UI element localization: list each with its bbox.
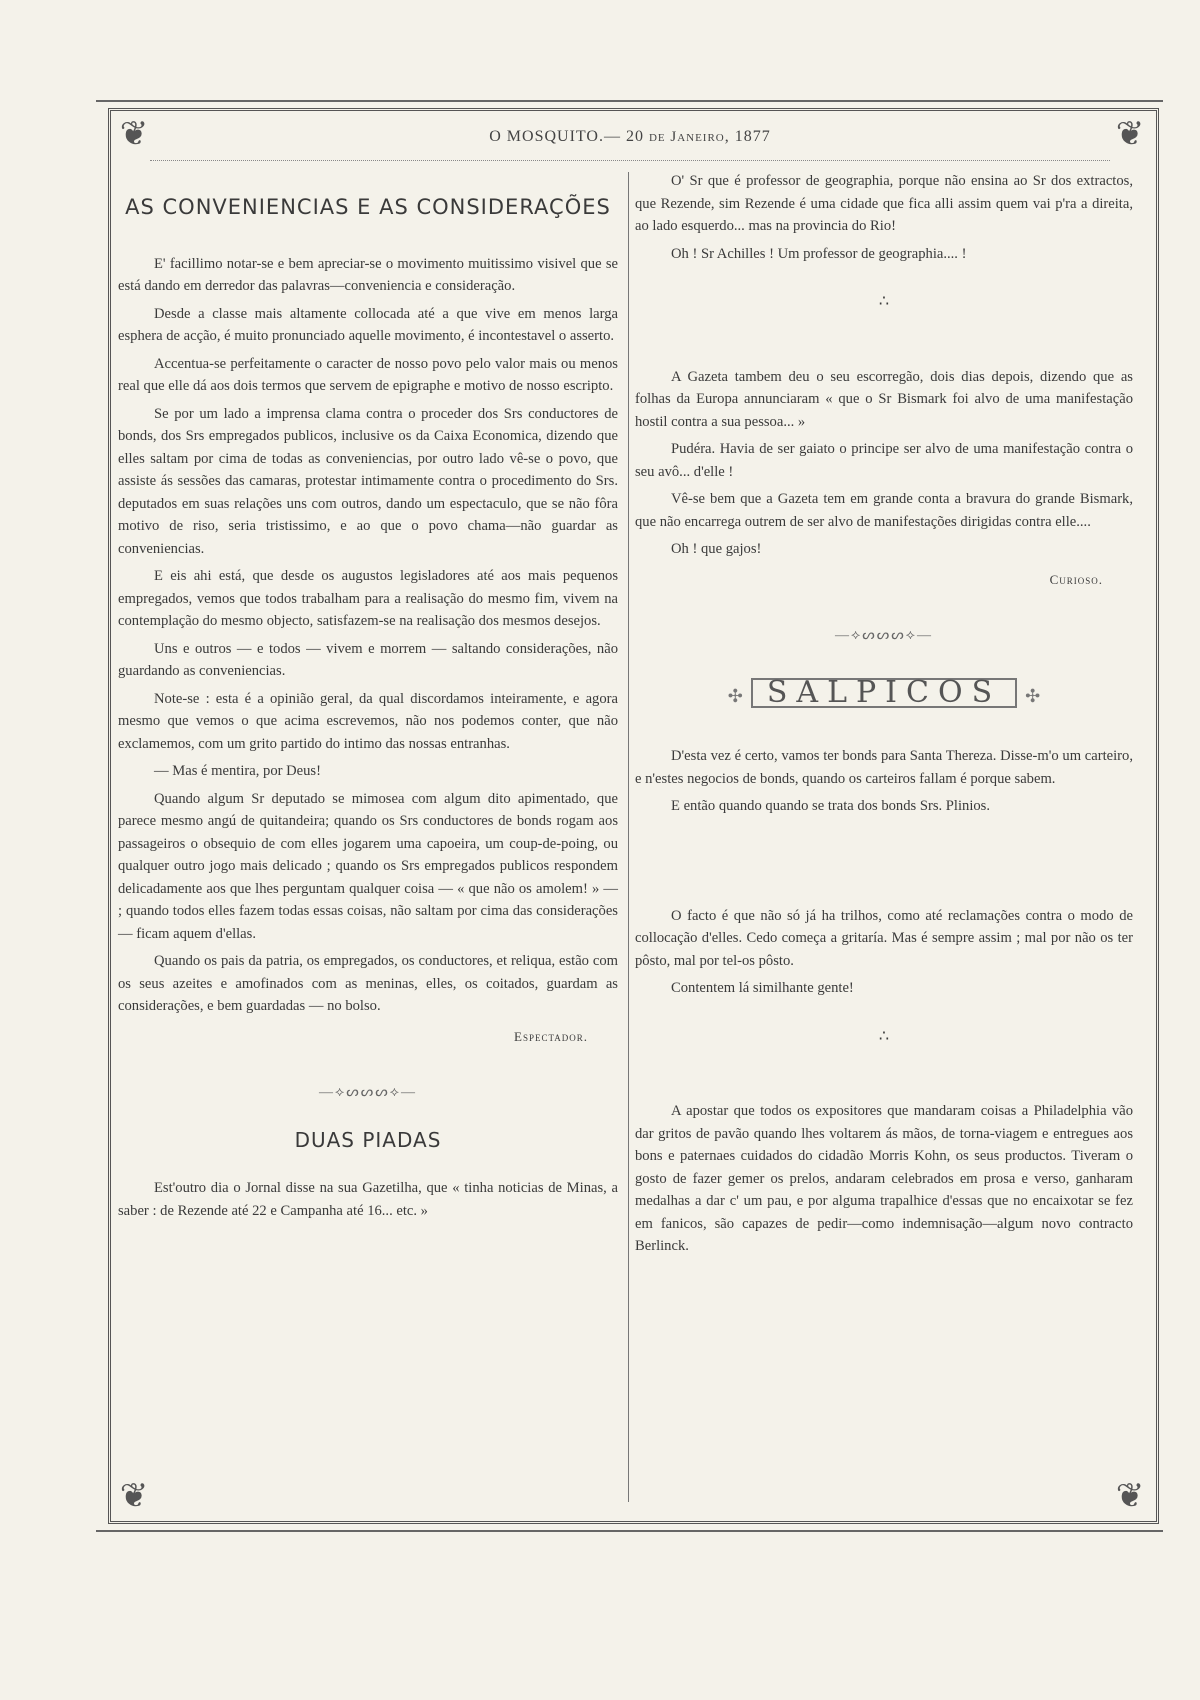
paragraph: Pudéra. Havia de ser gaiato o principe ser alvo de uma manifestação contra o seu avô... d'elle ! [635, 441, 1133, 480]
paragraph: O facto é que não só já ha trilhos, como até reclamações contra o modo de collocação d'elles. Cedo começa a gritaría. Mas é sempre assim ; mal por não os ter pôsto, mal por tel-os pôsto. [635, 907, 1133, 969]
corner-ornament-icon: ❦ [119, 1476, 149, 1516]
corner-ornament-icon: ❦ [1115, 114, 1145, 154]
header-rule [150, 160, 1110, 167]
left-column [118, 170, 618, 1227]
paragraph: Accentua-se perfeitamente o caracter de nosso povo pelo valor mais ou menos real que elle dá aos dois termos que servem de epigraphe e motivo de nosso escripto. [118, 355, 618, 394]
paragraph: O' Sr que é professor de geographia, porque não ensina ao Sr dos extractos, que Rezende, sim Rezende é uma cidade que fica alli assim quem vai p'ra a direita, ao lado esquerdo... mas na provincia do Rio! [635, 173, 1133, 234]
paragraph: Est'outro dia o Jornal disse na sua Gazetilha, que « tinha noticias de Minas, a saber : de Rezende até 22 e Campanha até 16... etc. » [118, 1180, 618, 1219]
paragraph: Uns e outros — e todos — vivem e morrem — saltando considerações, não guardando as conveniencias. [118, 640, 618, 679]
paragraph: Oh ! que gajos! [671, 541, 762, 557]
paragraph: E então quando quando se trata dos bonds Srs. Plinios. [671, 798, 991, 814]
paragraph: E' facillimo notar-se e bem apreciar-se o movimento muitissimo visivel que se está dando em derredor das palavras—conveniencia e consideração. [118, 255, 618, 294]
signature: Espectador. [514, 1028, 588, 1044]
paragraph: — Mas é mentira, por Deus! [154, 763, 321, 779]
signature: Curioso. [1049, 571, 1103, 587]
paragraph: Quando os pais da patria, os empregados, os conductores, et reliqua, estão com os seus azeites e amofinados com as meninas, elles, os coitados, guardam as considerações, e bem guardadas — no bolso. [118, 953, 618, 1014]
page-header [120, 128, 1140, 146]
section-title: SALPICOS [751, 678, 1017, 709]
corner-ornament-icon: ❦ [119, 114, 149, 154]
paragraph: Vê-se bem que a Gazeta tem em grande conta a bravura do grande Bismark, que não encarrega outrem de ser alvo de manifestações dirigidas contra elle.... [635, 491, 1133, 530]
paragraph: Se por um lado a imprensa clama contra o proceder dos Srs conductores de bonds, dos Srs empregados publicos, inclusive os da Caixa Economica, dizendo que elles saltam por cima de todas as conveniencias, por outro lado vê-se o povo, que assiste ás sessões das camaras, protestar intimamente contra o procedimento do Srs. deputados em suas relações uns com outros, dando um espectaculo, que se não fôra motivo de riso, seria tristissimo, e ao que o povo chama—não guardar as conveniencias. [118, 405, 618, 557]
paper-name: O MOSQUITO. [489, 128, 604, 145]
ornament-divider: —⟡ᔕᔕᔕ⟡— [319, 1085, 417, 1100]
paragraph: Oh ! Sr Achilles ! Um professor de geographia.... ! [671, 245, 967, 262]
paragraph: Desde a classe mais altamente collocada até a que vive em menos larga esphera de acção, é muito pronunciado aquelle movimento, é incontestavel o asserto. [118, 305, 618, 344]
column-divider [628, 172, 629, 1502]
header-month: de Janeiro [648, 129, 725, 145]
header-day: — 20 [603, 128, 649, 145]
flourish-icon: ✣ [1025, 685, 1041, 706]
section-dots: ∴ [878, 1027, 890, 1045]
corner-ornament-icon: ❦ [1115, 1476, 1145, 1516]
section-dots: ∴ [878, 293, 890, 310]
paragraph: D'esta vez é certo, vamos ter bonds para Santa Thereza. Disse-m'o um carteiro, e n'estes negocios de bonds, quando os carteiros fallam é porque sabem. [635, 748, 1133, 787]
paragraph: Note-se : esta é a opinião geral, da qual discordamos inteiramente, e agora mesmo que vemos o que acima escrevemos, não nos podemos conter, que não exclamemos, com um grito partido do intimo das nossas entranhas. [118, 690, 618, 752]
article-title: AS CONVENIENCIAS E AS CONSIDERAÇÕES [125, 195, 611, 219]
header-year: , 1877 [724, 128, 771, 145]
paragraph: A Gazeta tambem deu o seu escorregão, dois dias depois, dizendo que as folhas da Europa annunciaram « que o Sr Bismark foi alvo de uma manifestação hostil contra a sua pessoa... » [635, 368, 1133, 430]
paragraph: Quando algum Sr deputado se mimosea com algum dito apimentado, que parece mesmo angú de quitandeira; quando os Srs conductores de bonds rogam aos passageiros o obsequio de com elles jogarem uma capoeira, um coup-de-poing, ou qualquer outro jogo mais delicado ; quando os Srs empregados publicos respondem delicadamente aos que lhes perguntam qualquer coisa — « que não os amolem! » — ; quando todos elles fazem todas essas coisas, não saltam por cima das considerações — ficam aquem d'ellas. [118, 790, 618, 942]
paragraph: Contentem lá similhante gente! [671, 980, 854, 996]
paragraph: A apostar que todos os expositores que mandaram coisas a Philadelphia vão dar gritos de pavão quando lhes voltarem ás mãos, de torna-viagem e entregues aos bons e paternaes cuidados do cidadão Morris Kohn, os seus productos. Tiveram o gosto de fazer gemer os prelos, andaram celebrados em prosa e verso, ganharam medalhas a dar c' um pau, e por alguma trapalhice d'essas que no encaixotar se fez em fanicos, são capazes de pedir—como indemnisação—algum novo contracto Berlinck. [635, 1103, 1133, 1254]
flourish-icon: ✣ [727, 685, 743, 706]
article-title: DUAS PIADAS [294, 1127, 442, 1152]
right-column [635, 170, 1133, 1263]
spacer [635, 823, 1133, 905]
ornament-divider: —⟡ᔕᔕᔕ⟡— [835, 628, 933, 643]
paragraph: E eis ahi está, que desde os augustos legisladores até aos mais pequenos empregados, vemos que todos trabalham para a realisação do mesmo fim, vivem na contemplação do mesmo objecto, satisfazem-se na realisação dos mesmos desejos. [118, 568, 618, 629]
article-body [118, 253, 618, 1018]
section-heading [635, 674, 1133, 710]
